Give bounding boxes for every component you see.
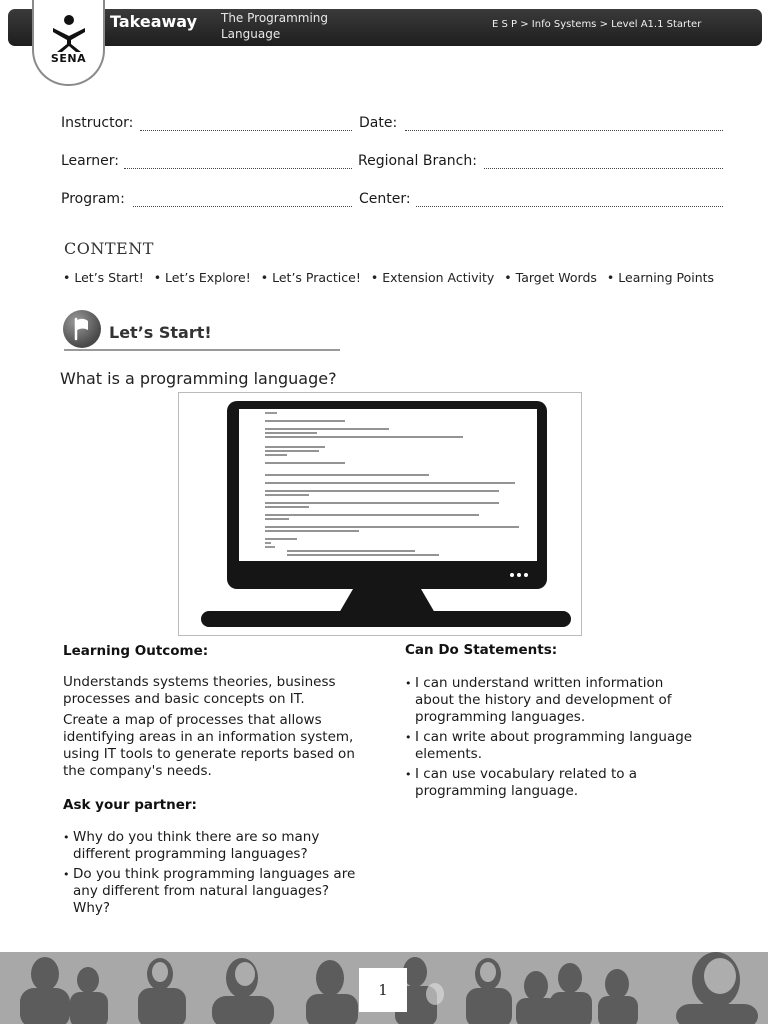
can-do-heading: Can Do Statements: <box>405 642 558 658</box>
learning-outcome-heading: Learning Outcome: <box>63 643 209 659</box>
header-brand: Takeaway <box>110 12 198 31</box>
learner-field <box>61 153 119 169</box>
question-text: What is a programming language? <box>60 369 337 388</box>
header-subject: The Programming Language <box>221 11 329 41</box>
list-item: • Why do you think there are so many different programming languages? <box>63 829 363 863</box>
program-label: Program: <box>61 191 125 207</box>
regional-branch-line[interactable] <box>484 168 723 169</box>
date-line[interactable] <box>405 130 723 131</box>
learner-label: Learner: <box>61 153 119 169</box>
section-title: Let’s Start! <box>109 323 212 342</box>
content-title: CONTENT <box>64 239 154 258</box>
ask-partner-list <box>63 829 363 920</box>
date-label: Date: <box>359 115 398 131</box>
regional-branch-field <box>358 153 477 169</box>
instructor-label: Instructor: <box>61 115 134 131</box>
list-item: • Do you think programming languages are any different from natural languages? Why? <box>63 866 363 917</box>
sena-logo <box>32 0 105 86</box>
page-number <box>359 968 407 1012</box>
list-item: • I can understand written information about the history and development of programming languages. <box>405 675 705 726</box>
center-line[interactable] <box>416 206 723 207</box>
flag-icon <box>63 310 101 348</box>
content-item[interactable]: • Let’s Explore! <box>153 270 251 285</box>
learning-outcome-text-1: Understands systems theories, business processes and basic concepts on IT. <box>63 674 336 707</box>
regional-branch-label: Regional Branch: <box>358 153 477 169</box>
content-list <box>63 270 720 285</box>
center-field <box>359 191 411 207</box>
program-line[interactable] <box>133 206 352 207</box>
content-item[interactable]: • Let’s Start! <box>63 270 144 285</box>
can-do-list <box>405 675 705 803</box>
instructor-line[interactable] <box>140 130 352 131</box>
learner-line[interactable] <box>124 168 352 169</box>
section-divider <box>64 349 340 351</box>
content-item[interactable]: • Extension Activity <box>370 270 495 285</box>
monitor-image <box>178 392 582 636</box>
learning-outcome-text-2: Create a map of processes that allows identifying areas in an information system, using IT tools to generate reports based on the company's needs. <box>63 712 355 779</box>
breadcrumb: E S P > Info Systems > Level A1.1 Starter <box>492 19 702 30</box>
content-item[interactable]: • Learning Points <box>606 270 715 285</box>
content-item[interactable]: • Target Words <box>504 270 597 285</box>
page-number-text: 1 <box>378 981 388 999</box>
logo-text: SENA <box>50 52 87 65</box>
ask-partner-heading: Ask your partner: <box>63 797 197 813</box>
computer-monitor-icon <box>179 393 583 637</box>
list-item: • I can write about programming language elements. <box>405 729 705 763</box>
date-field <box>359 115 397 131</box>
instructor-field <box>61 115 133 131</box>
list-item: • I can use vocabulary related to a programming language. <box>405 766 705 800</box>
center-label: Center: <box>359 191 411 207</box>
content-item[interactable]: • Let’s Practice! <box>260 270 361 285</box>
sena-logo-icon <box>47 14 91 54</box>
program-field <box>61 191 125 207</box>
